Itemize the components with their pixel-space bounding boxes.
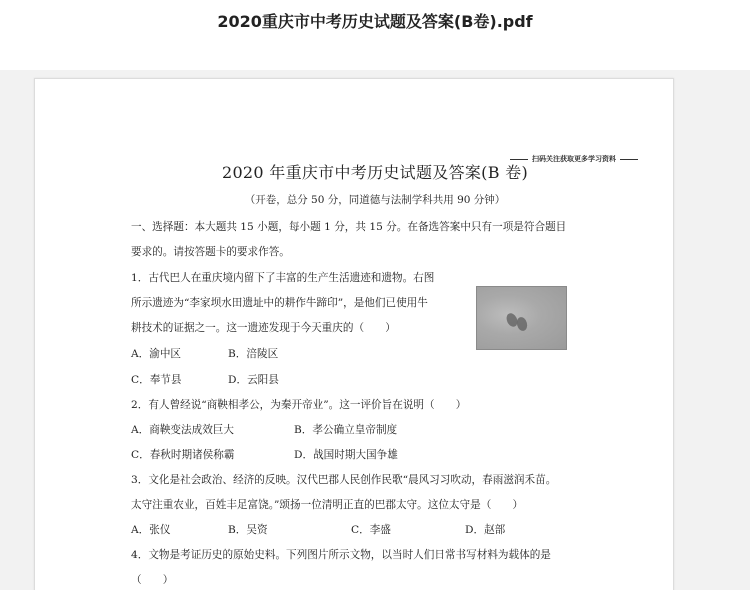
watermark-text: 扫码关注获取更多学习资料	[532, 155, 616, 163]
file-title: 2020重庆市中考历史试题及答案(B卷).pdf	[217, 12, 533, 31]
q1-stem-line-3: 耕技术的证据之一。这一遗迹发现于今天重庆的（ ）	[131, 322, 396, 334]
exam-title: 2020 年重庆市中考历史试题及答案(B 卷)	[221, 163, 529, 182]
q3-stem-line-2: 太守注重农业，百姓丰足富饶。”颂扬一位清明正直的巴郡太守。这位太守是（ ）	[131, 499, 524, 511]
q4-stem-line-2: （ ）	[131, 574, 174, 586]
q2-option-d: D．战国时期大国争雄	[294, 449, 398, 461]
q1-option-c: C．奉节县	[131, 374, 182, 386]
q3-option-a: A．张仪	[131, 524, 171, 536]
q1-option-b: B．涪陵区	[228, 348, 279, 360]
q3-option-d: D．赵部	[465, 524, 506, 536]
hoofprint-mark-right	[515, 316, 528, 332]
q2-stem: 2．有人曾经说“商鞅相孝公，为秦开帝业”。这一评价旨在说明（ ）	[131, 399, 467, 411]
q3-option-b: B．吴资	[228, 524, 268, 536]
q2-option-a: A．商鞅变法成效巨大	[131, 424, 234, 436]
q2-option-b: B．孝公确立皇帝制度	[294, 424, 398, 436]
exam-subtitle: （开卷，总分 50 分，同道德与法制学科共用 90 分钟）	[244, 194, 506, 206]
q1-stem-line-1: 1．古代巴人在重庆境内留下了丰富的生产生活遗迹和遗物。右图	[131, 272, 435, 284]
q3-stem-line-1: 3．文化是社会政治、经济的反映。汉代巴郡人民创作民歌“晨风习习吹动，春雨滋润禾苗。	[131, 474, 557, 486]
q1-option-a: A．渝中区	[131, 348, 182, 360]
section-instructions-line-1: 一、选择题：本大题共 15 小题，每小题 1 分，共 15 分。在备选答案中只有一项是符合题目	[131, 221, 567, 233]
viewer-header	[0, 0, 750, 70]
q1-stem-line-2: 所示遗迹为“李家坝水田遗址中的耕作牛蹄印”，是他们已使用牛	[131, 297, 428, 309]
hoofprint-photo-icon	[476, 286, 567, 350]
q2-option-c: C．春秋时期诸侯称霸	[131, 449, 235, 461]
section-instructions-line-2: 要求的。请按答题卡的要求作答。	[131, 246, 290, 258]
q1-option-d: D．云阳县	[228, 374, 279, 386]
q3-option-c: C．李盛	[351, 524, 391, 536]
q4-stem-line-1: 4．文物是考证历史的原始史料。下列图片所示文物，以当时人们日常书写材料为载体的是	[131, 549, 551, 561]
